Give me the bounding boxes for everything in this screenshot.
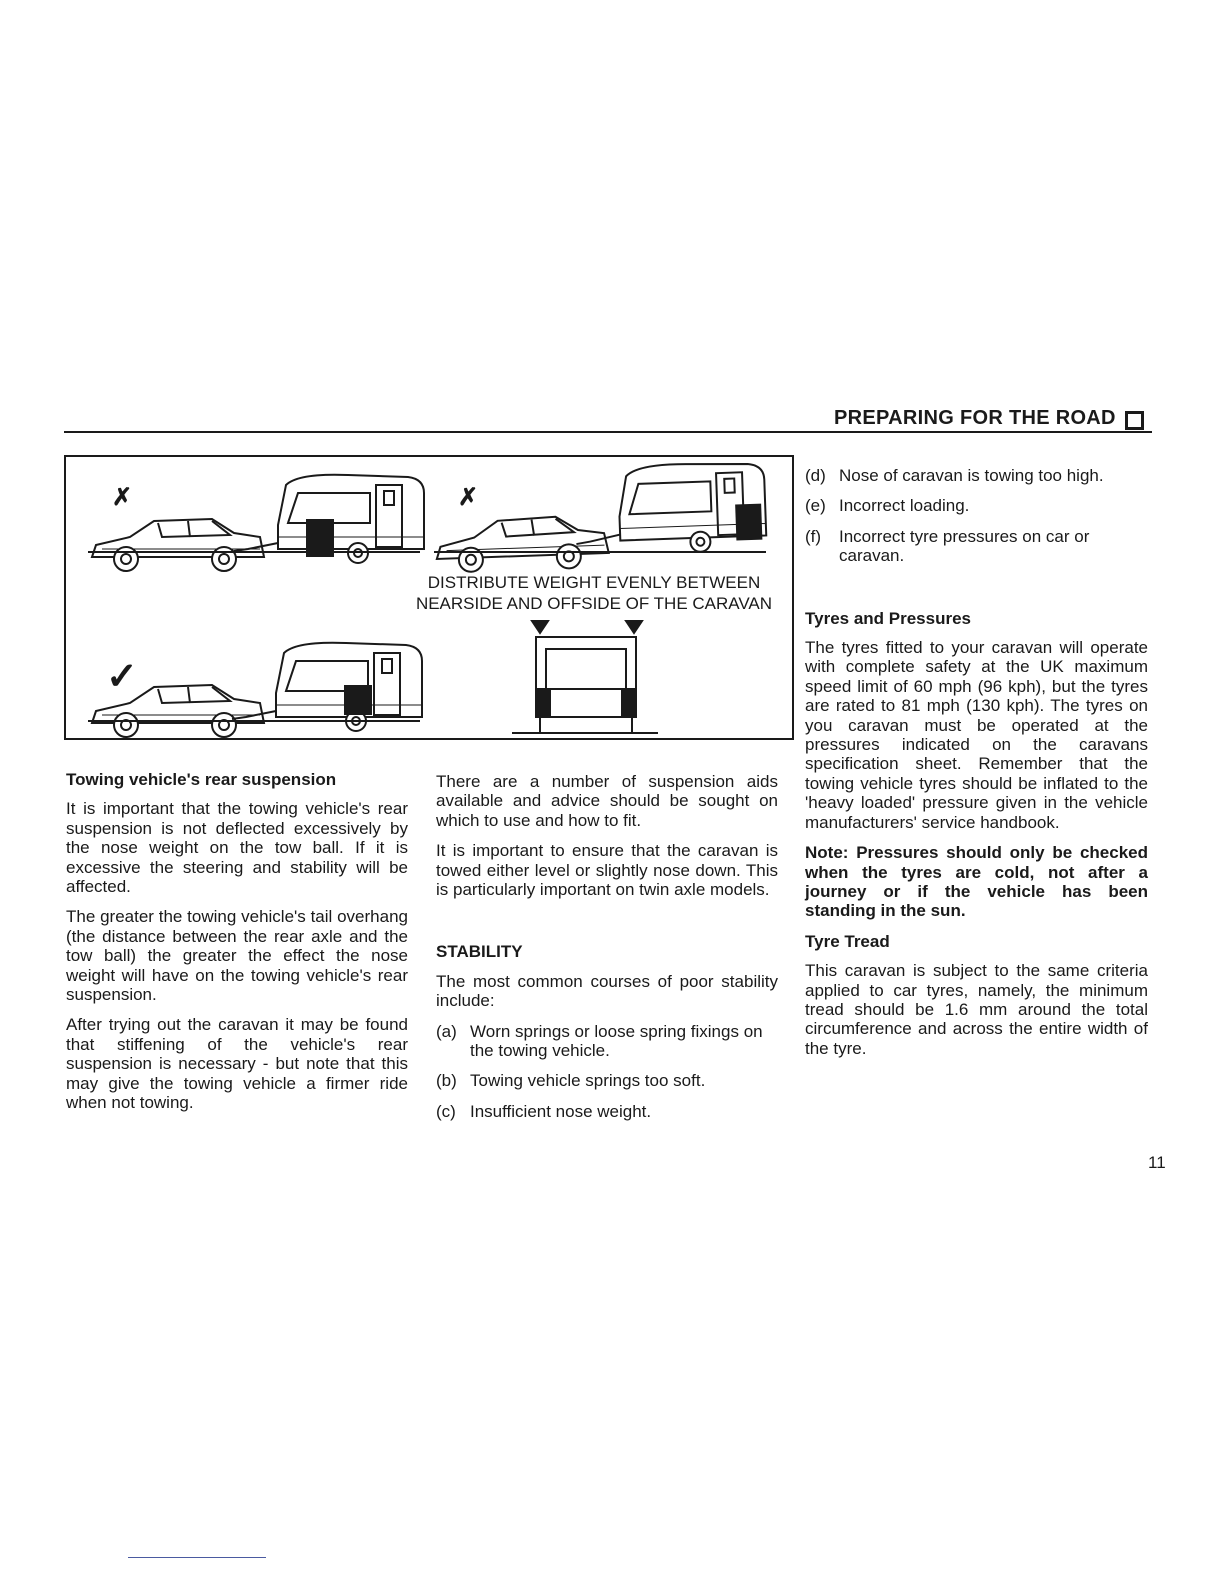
column-stability	[436, 772, 778, 1132]
paragraph-suspension-1: It is important that the towing vehicle's rear suspension is not deflected excessively by the nose weight on the tow ball. If it is excessive the steering and stability will be affected.	[66, 799, 408, 897]
wrong-mark-left: ✗	[112, 484, 133, 511]
paragraph-suspension-2: The greater the towing vehicle's tail overhang (the distance between the rear axle and the tow ball) the greater the effect the nose weight will have on the towing vehicle's rear suspension.	[66, 907, 408, 1005]
heading-stability: STABILITY	[436, 942, 523, 962]
list-marker: (e)	[805, 496, 826, 516]
column-tyres	[805, 466, 1148, 1069]
list-text: Insufficient nose weight.	[470, 1101, 652, 1121]
paragraph-stability-intro: The most common courses of poor stability include:	[436, 971, 778, 1011]
list-item	[436, 1102, 778, 1121]
list-text: Worn springs or loose spring fixings on the towing vehicle.	[470, 1021, 763, 1061]
list-text: Nose of caravan is towing too high.	[839, 466, 1104, 485]
right-mark: ✓	[106, 656, 138, 698]
paragraph-tyres-pressures: The tyres fitted to your caravan will operate with complete safety at the UK maximum speed limit of 60 mph (96 kph), but the tyres are rated to 81 mph (130 kph). The tyres on you caravan must be operated at the pressures indicated on the caravans specification sheet. Remember that the towing vehicle tyres should be inflated to the 'heavy loaded' pressure given in the vehicle manufacturers' service handbook.	[805, 638, 1148, 832]
paragraph-suspension-3: After trying out the caravan it may be found that stiffening of the vehicle's rear suspension is necessary - but note that this may give the towing vehicle a firmer ride when not towing.	[66, 1015, 408, 1113]
rear-view-caravan	[512, 621, 658, 733]
figure-caption-line1: DISTRIBUTE WEIGHT EVENLY BETWEEN	[427, 573, 761, 592]
paragraph-level-towing: It is important to ensure that the caravan is towed either level or slightly nose down. This is particularly important on twin axle models.	[436, 841, 778, 900]
list-item	[805, 466, 1148, 485]
list-item	[805, 496, 1148, 515]
heading-tyre-tread: Tyre Tread	[805, 931, 890, 951]
heading-tyres-pressures: Tyres and Pressures	[805, 608, 971, 628]
towing-illustration	[64, 455, 794, 740]
list-item	[436, 1071, 778, 1090]
header-rule	[64, 431, 1152, 433]
list-marker: (f)	[805, 526, 822, 546]
list-text: Incorrect tyre pressures on car or caravan.	[839, 526, 1090, 566]
list-marker: (d)	[805, 466, 826, 485]
list-item	[805, 527, 1148, 566]
list-text: Incorrect loading.	[839, 496, 970, 516]
column-towing-suspension	[66, 770, 408, 1124]
header-box-icon	[1125, 411, 1144, 430]
list-marker: (b)	[436, 1071, 457, 1091]
page-number: 11	[1148, 1153, 1166, 1172]
paragraph-suspension-aids: There are a number of suspension aids available and advice should be sought on which to use and how to fit.	[436, 772, 778, 830]
list-text: Towing vehicle springs too soft.	[470, 1071, 706, 1091]
heading-rear-suspension: Towing vehicle's rear suspension	[66, 770, 337, 789]
list-marker: (a)	[436, 1021, 457, 1041]
wrong-mark-right: ✗	[458, 484, 479, 511]
figure-caption-line2: NEARSIDE AND OFFSIDE OF THE CARAVAN	[415, 594, 773, 613]
footer-rule	[128, 1557, 266, 1558]
page-header-title: PREPARING FOR THE ROAD	[834, 407, 1116, 429]
list-marker: (c)	[436, 1101, 456, 1121]
note-pressures: Note: Pressures should only be checked when the tyres are cold, not after a journey or if the vehicle has been standing in the sun.	[805, 843, 1148, 921]
list-item	[436, 1022, 778, 1061]
paragraph-tyre-tread: This caravan is subject to the same criteria applied to car tyres, namely, the minimum tread should be 1.6 mm around the total circumference and across the entire width of the tyre.	[805, 961, 1148, 1058]
